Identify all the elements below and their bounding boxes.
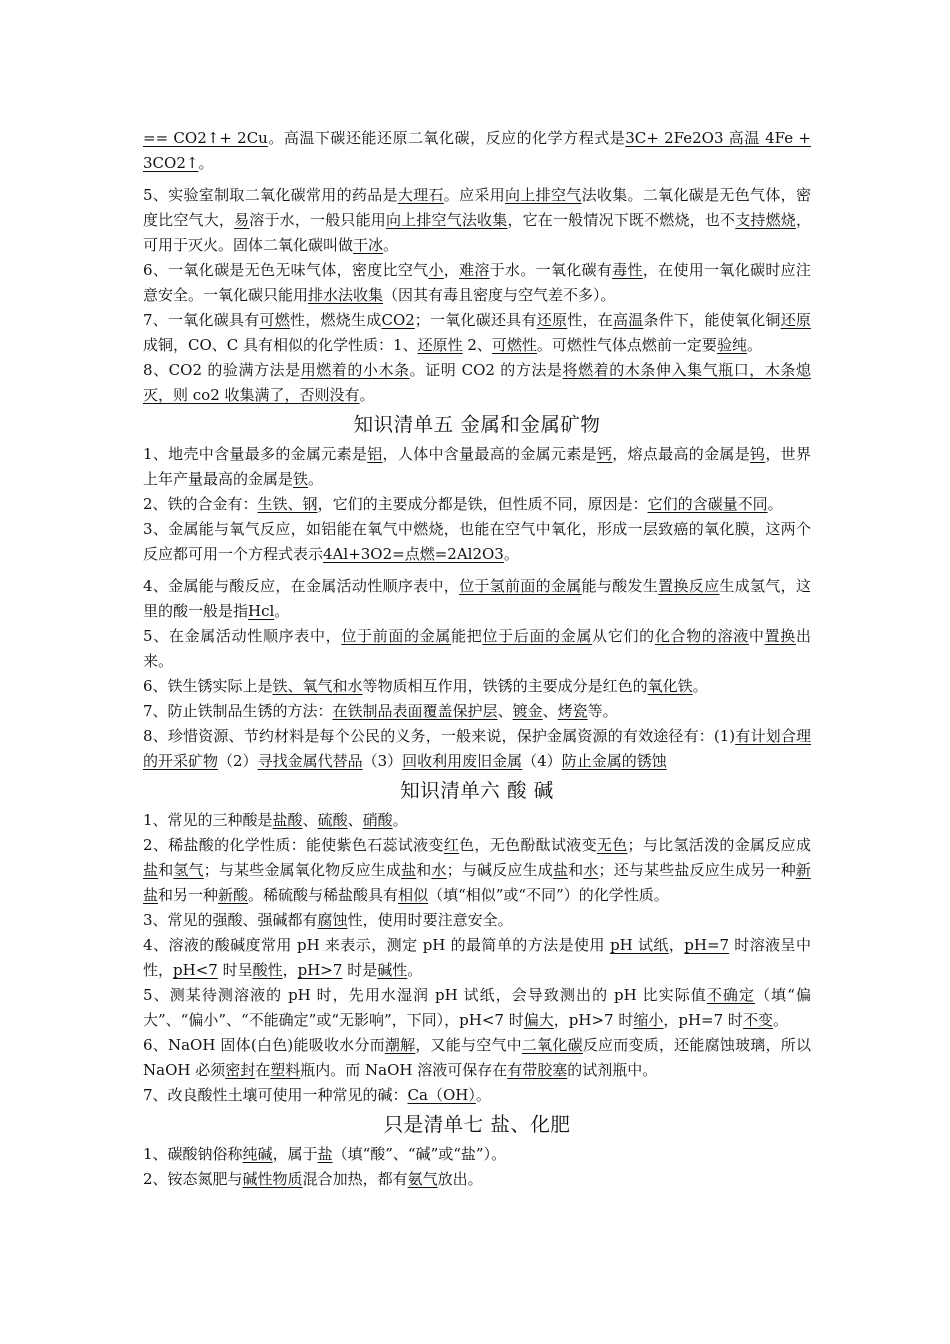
paragraph	[143, 983, 811, 1033]
answer-text: 盐	[552, 861, 569, 879]
text-run: 。证明 CO2 的方法是	[409, 361, 563, 379]
answer-text: 向上排空气法收集	[385, 211, 508, 229]
text-run: ；还与某些盐反应生成另一种	[598, 861, 796, 879]
text-run: 。	[475, 1086, 491, 1104]
paragraph	[143, 624, 811, 674]
paragraph	[143, 126, 811, 176]
answer-text: 回收利用废旧金属	[402, 752, 523, 770]
answer-text: 新盐	[143, 861, 811, 904]
text-run: ，世界上年产量最高的金属是	[143, 445, 811, 488]
answer-text: 还原性	[417, 336, 463, 354]
text-run: 6、NaOH 固体(白色)能吸收水分而	[143, 1036, 385, 1054]
answer-text: 二氧化碳	[521, 1036, 583, 1054]
text-run: 、	[302, 811, 318, 829]
text-run: ；与某些金属氧化物反应生成	[203, 861, 402, 879]
text-run: ，人体中含量最高的金属元素是	[382, 445, 597, 463]
answer-text: 水	[431, 861, 447, 879]
text-run: 等物质相互作用，铁锈的主要成分是红色的	[362, 677, 648, 695]
answer-text: 位于氢前面的金属	[459, 577, 582, 595]
text-run: 。	[746, 336, 762, 354]
answer-text: 寻找金属代替品	[257, 752, 363, 770]
text-run: 5、在金属活动性顺序表中，	[143, 627, 342, 645]
paragraph	[143, 699, 811, 724]
answer-text: 铝	[367, 445, 383, 463]
text-run: （因其有毒且密度与空气差不多）。	[383, 286, 616, 304]
text-run: （填“酸”、“碱”或“盐”）。	[332, 1145, 507, 1163]
text-run: 。	[767, 495, 783, 513]
paragraph	[143, 808, 811, 833]
text-run: 瓶内。而 NaOH 溶液可保存在	[300, 1061, 508, 1079]
text-run: 能把	[451, 627, 483, 645]
answer-text: 难溶	[459, 261, 490, 279]
paragraph	[143, 833, 811, 908]
answer-text: 氢气	[173, 861, 204, 879]
text-run: ；一氧化碳还具有	[414, 311, 537, 329]
text-run: 和另一种	[158, 886, 219, 904]
answer-text: 铁	[293, 470, 309, 488]
answer-text: 用燃着的小木条	[300, 361, 410, 379]
paragraph	[143, 442, 811, 492]
answer-text: 生铁、钢	[257, 495, 318, 513]
text-run: 放出。	[437, 1170, 483, 1188]
text-run: 。	[359, 386, 375, 404]
text-run: 时溶液呈中性，	[143, 936, 811, 979]
answer-text: 偏大	[523, 1011, 554, 1029]
text-run: 从它们的	[592, 627, 655, 645]
answer-text: pH=7	[684, 936, 730, 954]
paragraph	[143, 1083, 811, 1108]
answer-text: pH<7	[173, 961, 218, 979]
answer-text: 盐	[143, 861, 159, 879]
answer-text: 腐蚀	[317, 911, 348, 929]
text-run: ，pH>7 时	[553, 1011, 634, 1029]
text-run: 、	[542, 702, 558, 720]
paragraph	[143, 1142, 811, 1167]
answer-text: pH>7	[297, 961, 343, 979]
answer-text: 盐	[317, 1145, 333, 1163]
text-run: 7、防止铁制品生锈的方法：	[143, 702, 333, 720]
text-run: 。应采用	[443, 186, 506, 204]
text-run: （填“相似”或“不同”）的化学性质。	[428, 886, 669, 904]
text-run: ；与碱反应生成	[446, 861, 553, 879]
text-run: 、	[347, 811, 363, 829]
answer-text: 支持燃烧	[735, 211, 796, 229]
section-heading: 知识清单六 酸 碱	[400, 779, 554, 802]
answer-text: 可燃性	[491, 336, 537, 354]
answer-text: 不变	[742, 1011, 773, 1029]
text-run: 溶于水，一般只能用	[249, 211, 386, 229]
paragraph	[143, 1033, 811, 1083]
answer-text: 排水法收集	[308, 286, 384, 304]
answer-text: 烤瓷	[557, 702, 588, 720]
text-run: ，属于	[272, 1145, 318, 1163]
text-run: ，可用于灭火。固体二氧化碳叫做	[143, 211, 811, 254]
text-run: 法收集。二氧化碳是无色气体，密度比空气大，	[143, 186, 811, 229]
text-run: 。	[308, 470, 324, 488]
text-run: 性，使用时要注意安全。	[347, 911, 513, 929]
paragraph	[143, 308, 811, 358]
answer-text: 缩小	[633, 1011, 664, 1029]
answer-text: 向上排空气	[505, 186, 582, 204]
answer-text: 易	[234, 211, 250, 229]
answer-text: 不确定	[706, 986, 756, 1004]
answer-text: 将燃着的木条伸入集气瓶口，木条熄灭，则 co2 收集满了，否则没有	[143, 361, 811, 404]
answer-text: 还原	[780, 311, 811, 329]
text-run: 1、碳酸钠俗称	[143, 1145, 243, 1163]
text-run: ，	[443, 261, 460, 279]
answer-text: 盐酸	[272, 811, 303, 829]
text-run: 成铜，CO、C 具有相似的化学性质：1、	[143, 336, 418, 354]
answer-text: 防止金属的锈蚀	[561, 752, 667, 770]
text-run: 。	[383, 236, 399, 254]
answer-text: 它们的含碳量不同	[647, 495, 768, 513]
text-run: 2、	[462, 336, 492, 354]
answer-text: Hcl	[248, 602, 275, 620]
answer-text: 碱性	[377, 961, 408, 979]
text-run: 的试剂瓶中。	[567, 1061, 658, 1079]
text-run: （4）	[522, 752, 562, 770]
text-run: ，它们的主要成分都是铁，但性质不同，原因是：	[317, 495, 648, 513]
answer-text: 密封	[225, 1061, 256, 1079]
text-run: 5、测某待测溶液的 pH 时，先用水湿润 pH 试纸，会导致测出的 pH 比实际值	[143, 986, 707, 1004]
answer-text: 位于前面的金属	[341, 627, 452, 645]
text-run: （3）	[362, 752, 403, 770]
text-run: 1、常见的三种酸是	[143, 811, 273, 829]
paragraph	[143, 183, 811, 258]
answer-text: 钙	[596, 445, 613, 463]
answer-text: 潮解	[384, 1036, 416, 1054]
document-page	[143, 126, 811, 1192]
paragraph	[143, 1167, 811, 1192]
text-run: 7、改良酸性土壤可使用一种常见的碱：	[143, 1086, 408, 1104]
paragraph	[143, 358, 811, 408]
answer-text: 可燃	[259, 311, 290, 329]
answer-text: 4Al+3O2=点燃=2Al2O3	[323, 545, 504, 563]
text-run: 性，燃烧生成	[290, 311, 382, 329]
answer-text: 相似	[398, 886, 429, 904]
text-run: 。稀硫酸与稀盐酸具有	[248, 886, 399, 904]
text-run: 6、铁生锈实际上是	[143, 677, 273, 695]
answer-text: 酸性	[252, 961, 283, 979]
answer-text: 塑料	[270, 1061, 301, 1079]
text-run: 。	[772, 1011, 788, 1029]
answer-text: 置换反应	[658, 577, 720, 595]
answer-text: 还原	[536, 311, 568, 329]
paragraph	[143, 517, 811, 567]
answer-text: 纯碱	[242, 1145, 273, 1163]
paragraph	[143, 574, 811, 624]
text-run: 。高温下碳还能还原二氧化碳，反应的化学方程式是	[267, 129, 626, 147]
text-run: ，又能与空气中	[415, 1036, 522, 1054]
answer-text: CO2	[381, 311, 415, 329]
text-run: 混合加热，都有	[302, 1170, 408, 1188]
text-run: 和	[158, 861, 174, 879]
text-run: 性，在	[567, 311, 613, 329]
section-heading: 知识清单五 金属和金属矿物	[353, 413, 601, 436]
answer-text: 水	[583, 861, 599, 879]
text-run: 生成氢气，这里的酸一般是指	[143, 577, 811, 620]
text-run: 反应而变质，还能腐蚀玻璃，所以 NaOH 必须	[143, 1036, 811, 1079]
text-run: 8、珍惜资源、节约材料是每个公民的义务，一般来说，保护金属资源的有效途径有：(1)	[143, 727, 736, 745]
text-run: 3、金属能与氧气反应，如铝能在氧气中燃烧，也能在空气中氧化，形成一层致癌的氧化膜，这两个反应都可用一个方程式表示	[143, 520, 811, 563]
text-run: ，在使用一氧化碳时应注意安全。一氧化碳只能用	[143, 261, 811, 304]
text-run: ，pH=7 时	[663, 1011, 743, 1029]
answer-text: 置换	[764, 627, 796, 645]
text-run: 出来。	[143, 627, 811, 670]
paragraph	[143, 492, 811, 517]
answer-text: 有带胶塞	[507, 1061, 568, 1079]
text-run: 和	[416, 861, 432, 879]
text-run: 。可燃性气体点燃前一定要	[536, 336, 717, 354]
text-run: 2、铵态氮肥与	[143, 1170, 243, 1188]
text-run: 条件下，能使氧化铜	[643, 311, 781, 329]
text-run: 。	[392, 811, 408, 829]
text-run: 4、溶液的酸碱度常用 pH 来表示，测定 pH 的最简单的方法是使用	[143, 936, 611, 954]
paragraph	[143, 674, 811, 699]
text-run: 6、一氧化碳是无色无味气体，密度比空气	[143, 261, 429, 279]
answer-text: 位于后面的金属	[482, 627, 593, 645]
text-run: 。	[503, 545, 519, 563]
answer-text: 铁、氧气和水	[272, 677, 363, 695]
answer-text: 3C+ 2Fe2O3 高温 4Fe + 3CO2↑	[143, 129, 811, 172]
text-run: 、	[497, 702, 513, 720]
text-run: 。	[274, 602, 290, 620]
answer-text: 毒性	[612, 261, 643, 279]
text-run: 时是	[342, 961, 378, 979]
answer-text: pH 试纸	[610, 936, 669, 954]
answer-text: 无色	[596, 836, 628, 854]
text-run: 等。	[587, 702, 618, 720]
text-run: 8、CO2 的验满方法是	[143, 361, 301, 379]
text-run: 2、稀盐酸的化学性质：能使紫色石蕊试液变	[143, 836, 444, 854]
text-run: 。	[198, 154, 214, 172]
text-run: ，	[668, 936, 685, 954]
answer-text: 有计划合理的开采矿物	[143, 727, 811, 770]
answer-text: 小	[428, 261, 444, 279]
text-run: 2、铁的合金有：	[143, 495, 258, 513]
text-run: ，熔点最高的金属是	[612, 445, 751, 463]
paragraph	[143, 908, 811, 933]
text-run: ，它在一般情况下既不燃烧，也不	[507, 211, 736, 229]
paragraph	[143, 933, 811, 983]
text-run: 3、常见的强酸、强碱都有	[143, 911, 318, 929]
answer-text: 化合物的溶液	[654, 627, 749, 645]
text-run: 于水。一氧化碳有	[489, 261, 613, 279]
answer-text: 在铁制品表面覆盖保护层	[332, 702, 498, 720]
text-run: ；与比氢活泼的金属反应成	[627, 836, 811, 854]
text-run: （填“偏大”、“偏小”、“不能确定”或“无影响”，下同），pH<7 时	[143, 986, 811, 1029]
answer-text: 碱性物质	[242, 1170, 303, 1188]
answer-text: 高温	[612, 311, 644, 329]
text-run: 时呈	[217, 961, 253, 979]
answer-text: 大理石	[397, 186, 444, 204]
answer-text: 氧化铁	[647, 677, 693, 695]
answer-text: 镀金	[512, 702, 543, 720]
text-run: 能与酸发生	[581, 577, 659, 595]
answer-text: 验纯	[716, 336, 747, 354]
text-run: 。	[692, 677, 708, 695]
answer-text: 干冰	[353, 236, 384, 254]
text-run: ，	[282, 961, 298, 979]
answer-text: 硫酸	[317, 811, 348, 829]
text-run: 色，无色酚酞试液变	[459, 836, 597, 854]
answer-text: Ca（OH）	[407, 1086, 476, 1104]
answer-text: == CO2↑+ 2Cu	[143, 129, 268, 147]
text-run: 在	[255, 1061, 271, 1079]
section-heading: 只是清单七 盐、化肥	[383, 1113, 571, 1136]
text-run: 4、金属能与酸反应，在金属活动性顺序表中，	[143, 577, 460, 595]
answer-text: 盐	[401, 861, 417, 879]
text-run: 1、地壳中含量最多的金属元素是	[143, 445, 368, 463]
text-run: 5、实验室制取二氧化碳常用的药品是	[143, 186, 398, 204]
text-run: 。	[407, 961, 423, 979]
answer-text: 氨气	[407, 1170, 438, 1188]
answer-text: 硝酸	[362, 811, 393, 829]
text-run: 中	[748, 627, 765, 645]
answer-text: 新酸	[218, 886, 249, 904]
paragraph	[143, 724, 811, 774]
text-run: 和	[568, 861, 584, 879]
answer-text: 钨	[750, 445, 766, 463]
paragraph	[143, 258, 811, 308]
answer-text: 红	[443, 836, 460, 854]
text-run: 7、一氧化碳具有	[143, 311, 260, 329]
text-run: （2）	[218, 752, 258, 770]
